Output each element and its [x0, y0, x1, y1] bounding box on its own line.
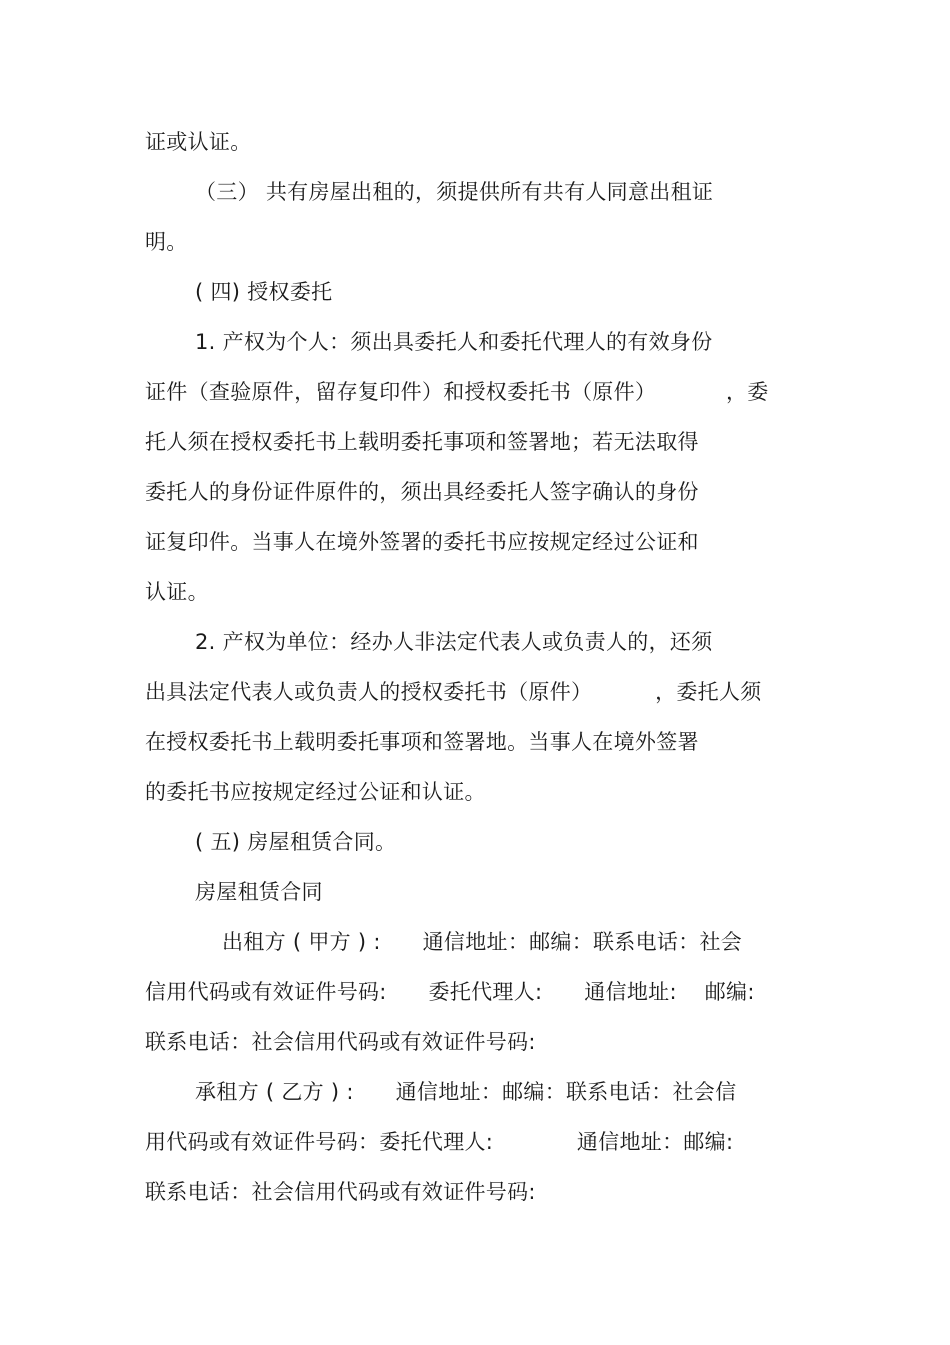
section-four-heading: ( 四) 授权委托: [195, 280, 333, 304]
section-three-heading: （三） 共有房屋出租的，须提供所有共有人同意出租证: [195, 180, 714, 204]
text-line: 认证。: [145, 580, 209, 604]
item-two-heading: 2. 产权为单位：经办人非法定代表人或负责人的，还须: [195, 630, 713, 654]
lessor-info-line: 出租方 ( 甲方 ) : 通信地址：邮编：联系电话：社会: [222, 930, 743, 954]
text-line: 证复印件。当事人在境外签署的委托书应按规定经过公证和: [145, 530, 699, 554]
text-line: 明。: [145, 230, 188, 254]
item-one-heading: 1. 产权为个人：须出具委托人和委托代理人的有效身份: [195, 330, 713, 354]
text-line: 信用代码或有效证件号码: 委托代理人: 通信地址: 邮编:: [145, 980, 755, 1004]
text-line: 联系电话：社会信用代码或有效证件号码:: [145, 1180, 536, 1204]
text-line: 在授权委托书上载明委托事项和签署地。当事人在境外签署: [145, 730, 699, 754]
text-line: 出具法定代表人或负责人的授权委托书（原件） ，委托人须: [145, 680, 762, 704]
text-line: 联系电话：社会信用代码或有效证件号码:: [145, 1030, 536, 1054]
text-line: 证件（查验原件，留存复印件）和授权委托书（原件） ，委: [145, 380, 769, 404]
text-line: 托人须在授权委托书上载明委托事项和签署地；若无法取得: [145, 430, 699, 454]
text-line: 证或认证。: [145, 130, 252, 154]
text-line: 用代码或有效证件号码：委托代理人: 通信地址：邮编:: [145, 1130, 734, 1154]
section-five-heading: ( 五) 房屋租赁合同。: [195, 830, 397, 854]
contract-title: 房屋租赁合同: [195, 880, 323, 904]
lessee-info-line: 承租方 ( 乙方 ) : 通信地址：邮编：联系电话：社会信: [195, 1080, 737, 1104]
text-line: 委托人的身份证件原件的，须出具经委托人签字确认的身份: [145, 480, 699, 504]
text-line: 的委托书应按规定经过公证和认证。: [145, 780, 486, 804]
